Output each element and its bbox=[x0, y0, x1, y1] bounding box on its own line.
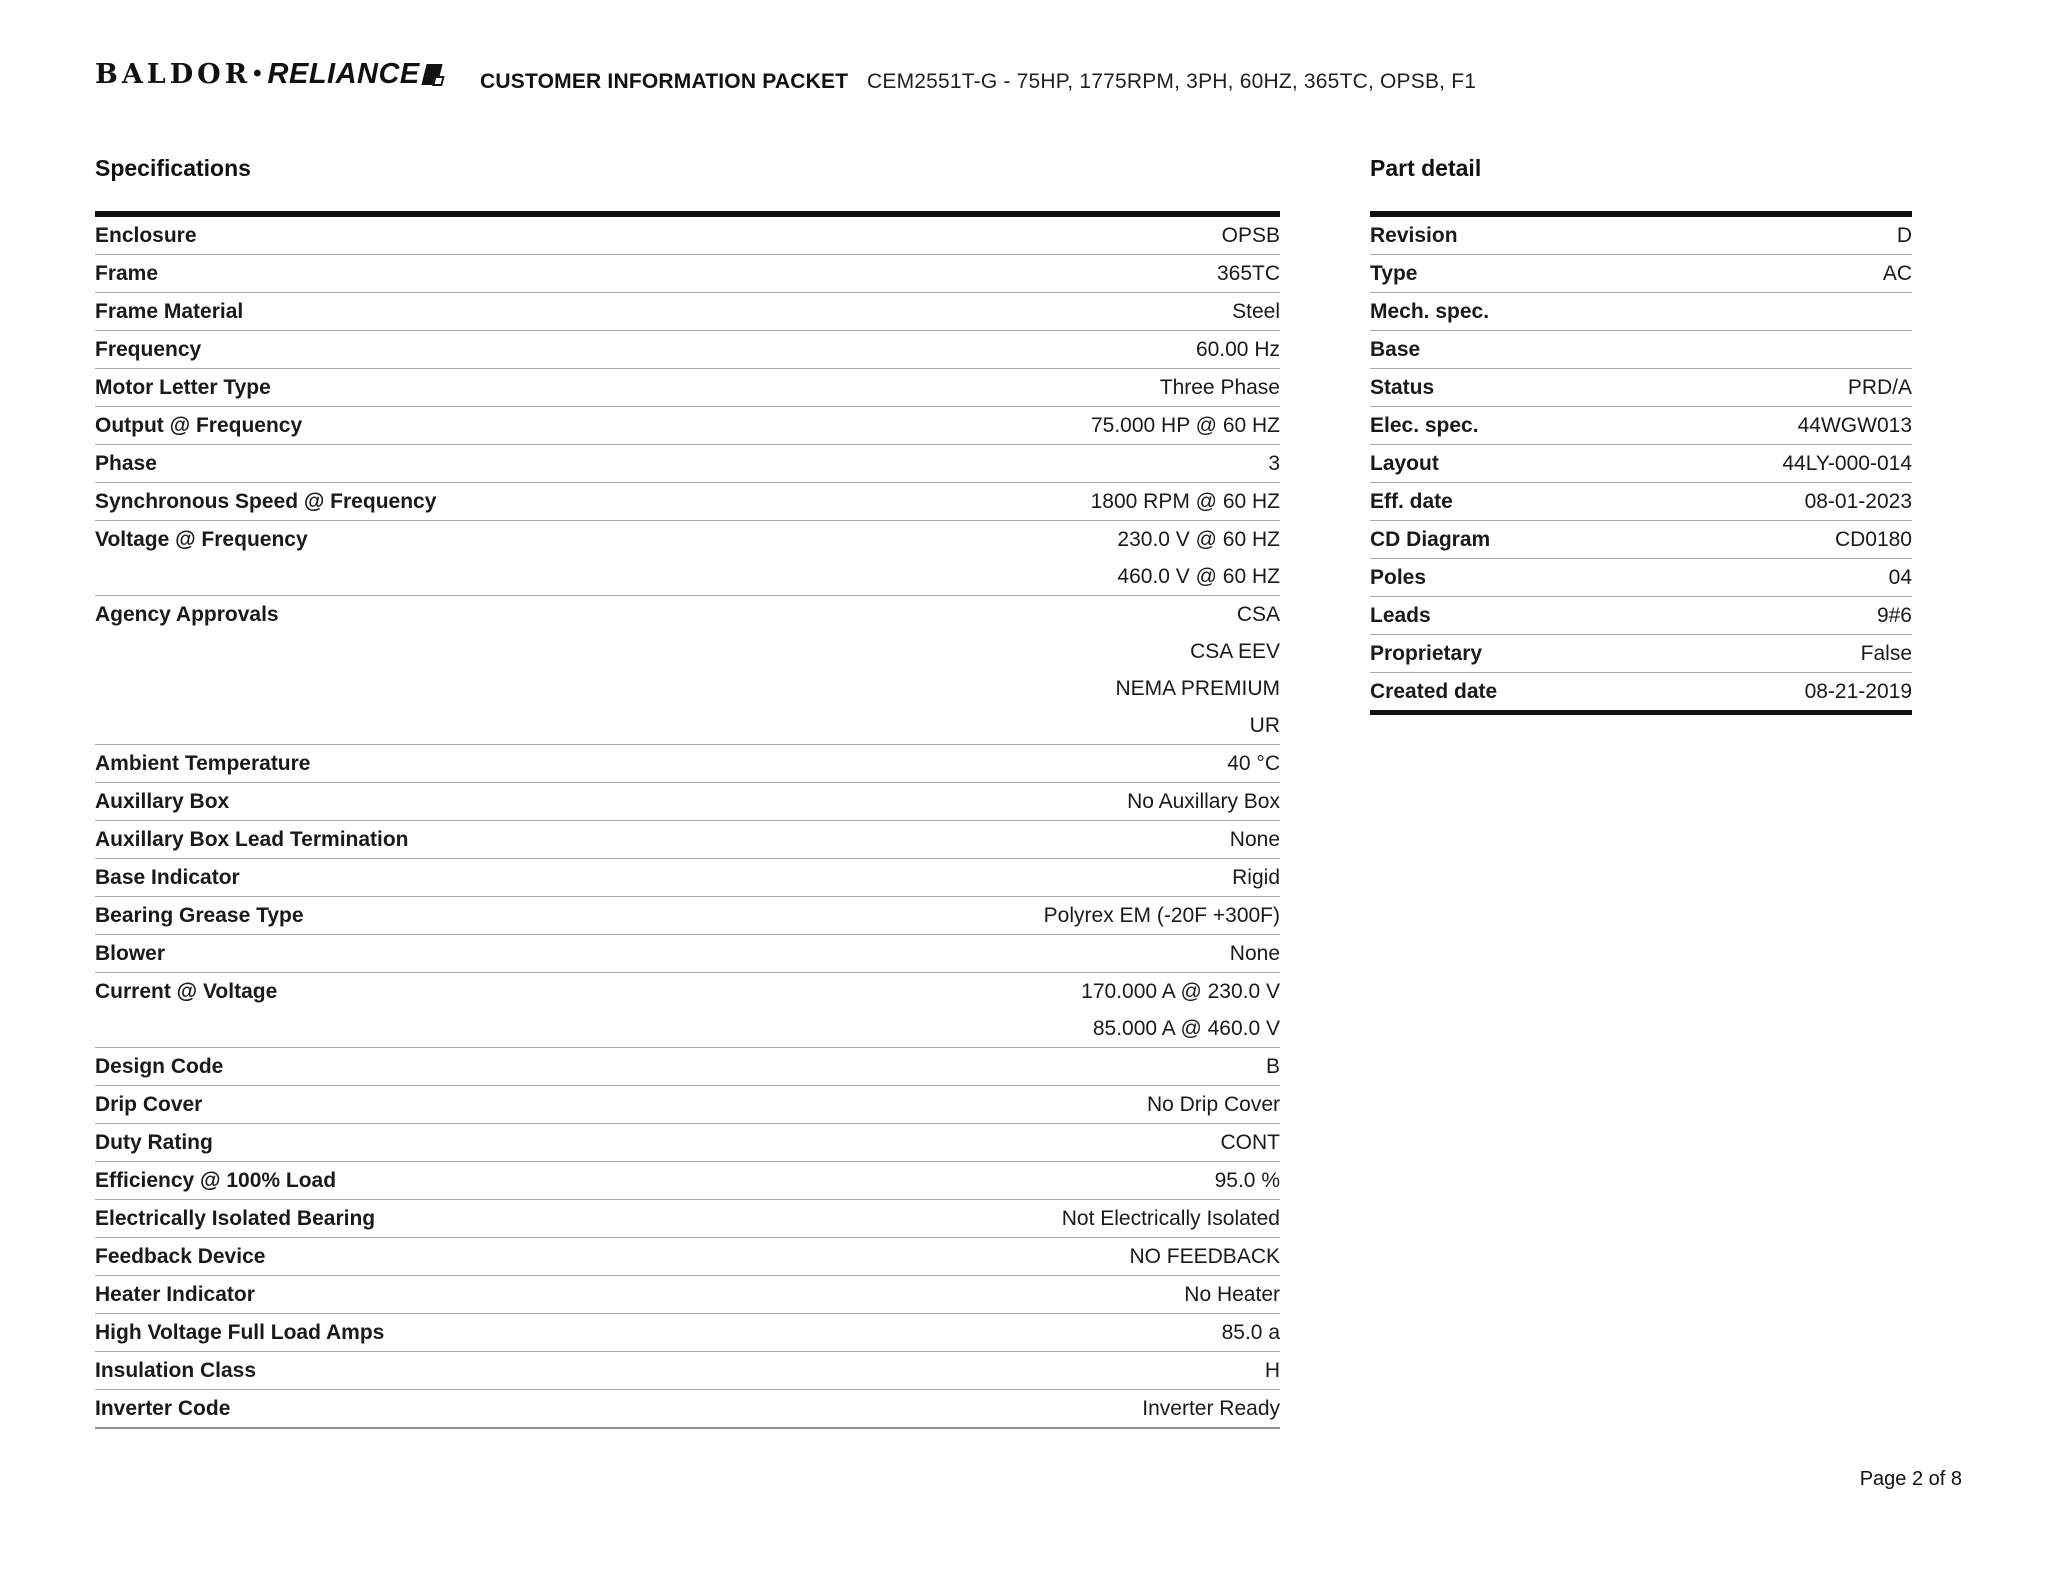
table-row bbox=[95, 293, 1280, 331]
row-label: Blower bbox=[95, 942, 166, 965]
row-label: Type bbox=[1370, 262, 1418, 285]
row-values bbox=[1091, 407, 1280, 444]
row-label: Agency Approvals bbox=[95, 603, 279, 626]
row-value: 365TC bbox=[1216, 262, 1280, 285]
row-label: Synchronous Speed @ Frequency bbox=[95, 490, 437, 513]
row-label: Duty Rating bbox=[95, 1131, 213, 1154]
table-row bbox=[95, 483, 1280, 521]
row-values bbox=[1221, 1124, 1281, 1161]
table-row bbox=[95, 596, 1280, 745]
table-row bbox=[95, 897, 1280, 935]
row-values bbox=[1044, 897, 1280, 934]
logo-baldor-text: BALDOR bbox=[95, 59, 252, 90]
row-label: Drip Cover bbox=[95, 1093, 203, 1116]
row-value: Not Electrically Isolated bbox=[1061, 1207, 1280, 1230]
row-value: CSA EEV bbox=[1190, 640, 1280, 663]
row-values bbox=[1196, 331, 1280, 368]
table-row bbox=[1370, 483, 1912, 521]
row-values bbox=[1835, 521, 1912, 558]
row-label: Current @ Voltage bbox=[95, 980, 278, 1003]
row-value: 08-21-2019 bbox=[1804, 680, 1912, 703]
row-label: Motor Letter Type bbox=[95, 376, 271, 399]
row-values bbox=[1848, 369, 1912, 406]
table-row bbox=[1370, 521, 1912, 559]
document-title: CUSTOMER INFORMATION PACKET bbox=[480, 70, 849, 93]
row-values bbox=[1091, 483, 1280, 520]
row-value: False bbox=[1860, 642, 1912, 665]
row-value: 44WGW013 bbox=[1797, 414, 1912, 437]
row-value: NEMA PREMIUM bbox=[1115, 677, 1280, 700]
logo-separator-dot: • bbox=[253, 60, 262, 87]
row-values bbox=[1232, 293, 1280, 330]
row-label: Heater Indicator bbox=[95, 1283, 255, 1306]
row-label: Auxillary Box Lead Termination bbox=[95, 828, 409, 851]
row-values bbox=[1062, 1200, 1280, 1237]
row-label: Base bbox=[1370, 338, 1421, 361]
row-values bbox=[1798, 407, 1912, 444]
row-value: PRD/A bbox=[1847, 376, 1912, 399]
table-row bbox=[95, 331, 1280, 369]
row-value: CD0180 bbox=[1834, 528, 1912, 551]
row-values bbox=[1883, 255, 1912, 292]
row-values bbox=[1222, 217, 1280, 254]
table-row bbox=[95, 369, 1280, 407]
row-values bbox=[1222, 1314, 1280, 1351]
row-value: Three Phase bbox=[1159, 376, 1280, 399]
row-label: Poles bbox=[1370, 566, 1427, 589]
row-value: 9#6 bbox=[1876, 604, 1912, 627]
table-row bbox=[95, 217, 1280, 255]
specifications-heading: Specifications bbox=[95, 155, 251, 181]
table-row bbox=[95, 521, 1280, 596]
row-label: Leads bbox=[1370, 604, 1431, 627]
row-label: Insulation Class bbox=[95, 1359, 257, 1382]
row-value: NO FEEDBACK bbox=[1129, 1245, 1280, 1268]
row-label: Design Code bbox=[95, 1055, 224, 1078]
row-value: 44LY-000-014 bbox=[1782, 452, 1912, 475]
row-label: Bearing Grease Type bbox=[95, 904, 304, 927]
table-row bbox=[95, 745, 1280, 783]
row-values bbox=[1227, 745, 1280, 782]
row-values bbox=[1215, 1162, 1280, 1199]
row-values bbox=[1127, 783, 1280, 820]
table-row bbox=[95, 1048, 1280, 1086]
table-row bbox=[95, 783, 1280, 821]
row-label: Feedback Device bbox=[95, 1245, 266, 1268]
row-values bbox=[1142, 1390, 1280, 1427]
row-value: None bbox=[1229, 828, 1280, 851]
row-value: No Heater bbox=[1184, 1283, 1280, 1306]
row-values bbox=[1889, 559, 1912, 596]
row-value: OPSB bbox=[1221, 224, 1280, 247]
row-values bbox=[1232, 859, 1280, 896]
row-value: D bbox=[1896, 224, 1912, 247]
table-row bbox=[95, 1314, 1280, 1352]
row-values bbox=[1081, 973, 1280, 1047]
part-detail-heading: Part detail bbox=[1370, 155, 1482, 181]
table-row bbox=[95, 1162, 1280, 1200]
row-values bbox=[1897, 217, 1912, 254]
row-value: AC bbox=[1882, 262, 1912, 285]
row-value: 85.0 a bbox=[1221, 1321, 1280, 1344]
row-value: None bbox=[1229, 942, 1280, 965]
part-detail-section bbox=[1370, 155, 1912, 715]
row-label: Ambient Temperature bbox=[95, 752, 311, 775]
row-label: Status bbox=[1370, 376, 1435, 399]
row-label: Created date bbox=[1370, 680, 1498, 703]
row-value: 3 bbox=[1268, 452, 1280, 475]
row-value: 04 bbox=[1888, 566, 1912, 589]
row-label: Phase bbox=[95, 452, 157, 475]
table-row bbox=[95, 1086, 1280, 1124]
row-values bbox=[1805, 673, 1912, 710]
row-value: 85.000 A @ 460.0 V bbox=[1092, 1017, 1280, 1040]
row-label: Eff. date bbox=[1370, 490, 1453, 513]
row-values bbox=[1268, 445, 1280, 482]
row-label: Frame Material bbox=[95, 300, 244, 323]
row-value: B bbox=[1265, 1055, 1280, 1078]
row-value: 1800 RPM @ 60 HZ bbox=[1090, 490, 1280, 513]
row-values bbox=[1230, 935, 1280, 972]
row-value: CONT bbox=[1220, 1131, 1280, 1154]
row-label: Auxillary Box bbox=[95, 790, 230, 813]
table-row bbox=[95, 1276, 1280, 1314]
row-label: Enclosure bbox=[95, 224, 197, 247]
table-row bbox=[95, 445, 1280, 483]
row-label: CD Diagram bbox=[1370, 528, 1491, 551]
table-row bbox=[95, 1200, 1280, 1238]
row-label: Elec. spec. bbox=[1370, 414, 1479, 437]
table-row bbox=[95, 1390, 1280, 1429]
table-row bbox=[1370, 369, 1912, 407]
table-row bbox=[1370, 635, 1912, 673]
row-label: Efficiency @ 100% Load bbox=[95, 1169, 337, 1192]
table-row bbox=[95, 407, 1280, 445]
table-row bbox=[1370, 331, 1912, 369]
row-values bbox=[1861, 635, 1912, 672]
row-values bbox=[1184, 1276, 1280, 1313]
row-value: 40 °C bbox=[1227, 752, 1280, 775]
table-row bbox=[1370, 445, 1912, 483]
row-values bbox=[1877, 597, 1912, 634]
row-value: 75.000 HP @ 60 HZ bbox=[1090, 414, 1280, 437]
row-label: Proprietary bbox=[1370, 642, 1483, 665]
row-label: High Voltage Full Load Amps bbox=[95, 1321, 385, 1344]
row-label: Electrically Isolated Bearing bbox=[95, 1207, 376, 1230]
row-values bbox=[1217, 255, 1280, 292]
row-label: Inverter Code bbox=[95, 1397, 231, 1420]
logo-reliance-text: RELIANCE bbox=[267, 58, 420, 90]
table-row bbox=[1370, 255, 1912, 293]
row-values bbox=[1265, 1352, 1280, 1389]
row-value: Inverter Ready bbox=[1142, 1397, 1280, 1420]
table-row bbox=[1370, 559, 1912, 597]
table-row bbox=[1370, 407, 1912, 445]
row-value: Rigid bbox=[1232, 866, 1280, 889]
row-value: Polyrex EM (-20F +300F) bbox=[1043, 904, 1280, 927]
row-values bbox=[1115, 596, 1280, 744]
table-row bbox=[95, 1238, 1280, 1276]
table-row bbox=[95, 821, 1280, 859]
table-row bbox=[95, 859, 1280, 897]
row-label: Frequency bbox=[95, 338, 202, 361]
specifications-section bbox=[95, 155, 1280, 1429]
row-value: CSA bbox=[1236, 603, 1280, 626]
row-value: UR bbox=[1249, 714, 1280, 737]
baldor-reliance-logo bbox=[95, 58, 440, 91]
row-label: Revision bbox=[1370, 224, 1458, 247]
row-value: 08-01-2023 bbox=[1804, 490, 1912, 513]
specifications-table bbox=[95, 211, 1280, 1429]
row-value: 230.0 V @ 60 HZ bbox=[1117, 528, 1280, 551]
reliance-r-mark-icon bbox=[421, 64, 442, 85]
row-value: 170.000 A @ 230.0 V bbox=[1081, 980, 1280, 1003]
row-values bbox=[1117, 521, 1280, 595]
row-values bbox=[1782, 445, 1912, 482]
table-row bbox=[95, 1352, 1280, 1390]
table-row bbox=[95, 935, 1280, 973]
table-row bbox=[95, 255, 1280, 293]
row-values bbox=[1147, 1086, 1280, 1123]
table-row bbox=[1370, 217, 1912, 255]
row-label: Frame bbox=[95, 262, 159, 285]
row-value: 460.0 V @ 60 HZ bbox=[1117, 565, 1280, 588]
row-label: Output @ Frequency bbox=[95, 414, 303, 437]
row-value: No Auxillary Box bbox=[1127, 790, 1280, 813]
row-values bbox=[1805, 483, 1912, 520]
part-detail-table bbox=[1370, 211, 1912, 715]
row-values bbox=[1230, 821, 1280, 858]
product-code-subtitle: CEM2551T-G - 75HP, 1775RPM, 3PH, 60HZ, 365TC, OPSB, F1 bbox=[867, 70, 1477, 93]
table-row bbox=[1370, 673, 1912, 710]
row-value: No Drip Cover bbox=[1146, 1093, 1280, 1116]
row-label: Voltage @ Frequency bbox=[95, 528, 308, 551]
row-values bbox=[1129, 1238, 1280, 1275]
row-values bbox=[1160, 369, 1280, 406]
table-row bbox=[95, 1124, 1280, 1162]
table-row bbox=[1370, 597, 1912, 635]
table-row bbox=[95, 973, 1280, 1048]
row-value: 60.00 Hz bbox=[1195, 338, 1280, 361]
row-value: H bbox=[1264, 1359, 1280, 1382]
page-number: Page 2 of 8 bbox=[1859, 1468, 1962, 1490]
table-row bbox=[1370, 293, 1912, 331]
row-values bbox=[1266, 1048, 1280, 1085]
row-label: Layout bbox=[1370, 452, 1439, 475]
row-label: Mech. spec. bbox=[1370, 300, 1490, 323]
row-value: Steel bbox=[1232, 300, 1280, 323]
row-label: Base Indicator bbox=[95, 866, 240, 889]
row-value: 95.0 % bbox=[1214, 1169, 1280, 1192]
document-header bbox=[95, 58, 1965, 104]
